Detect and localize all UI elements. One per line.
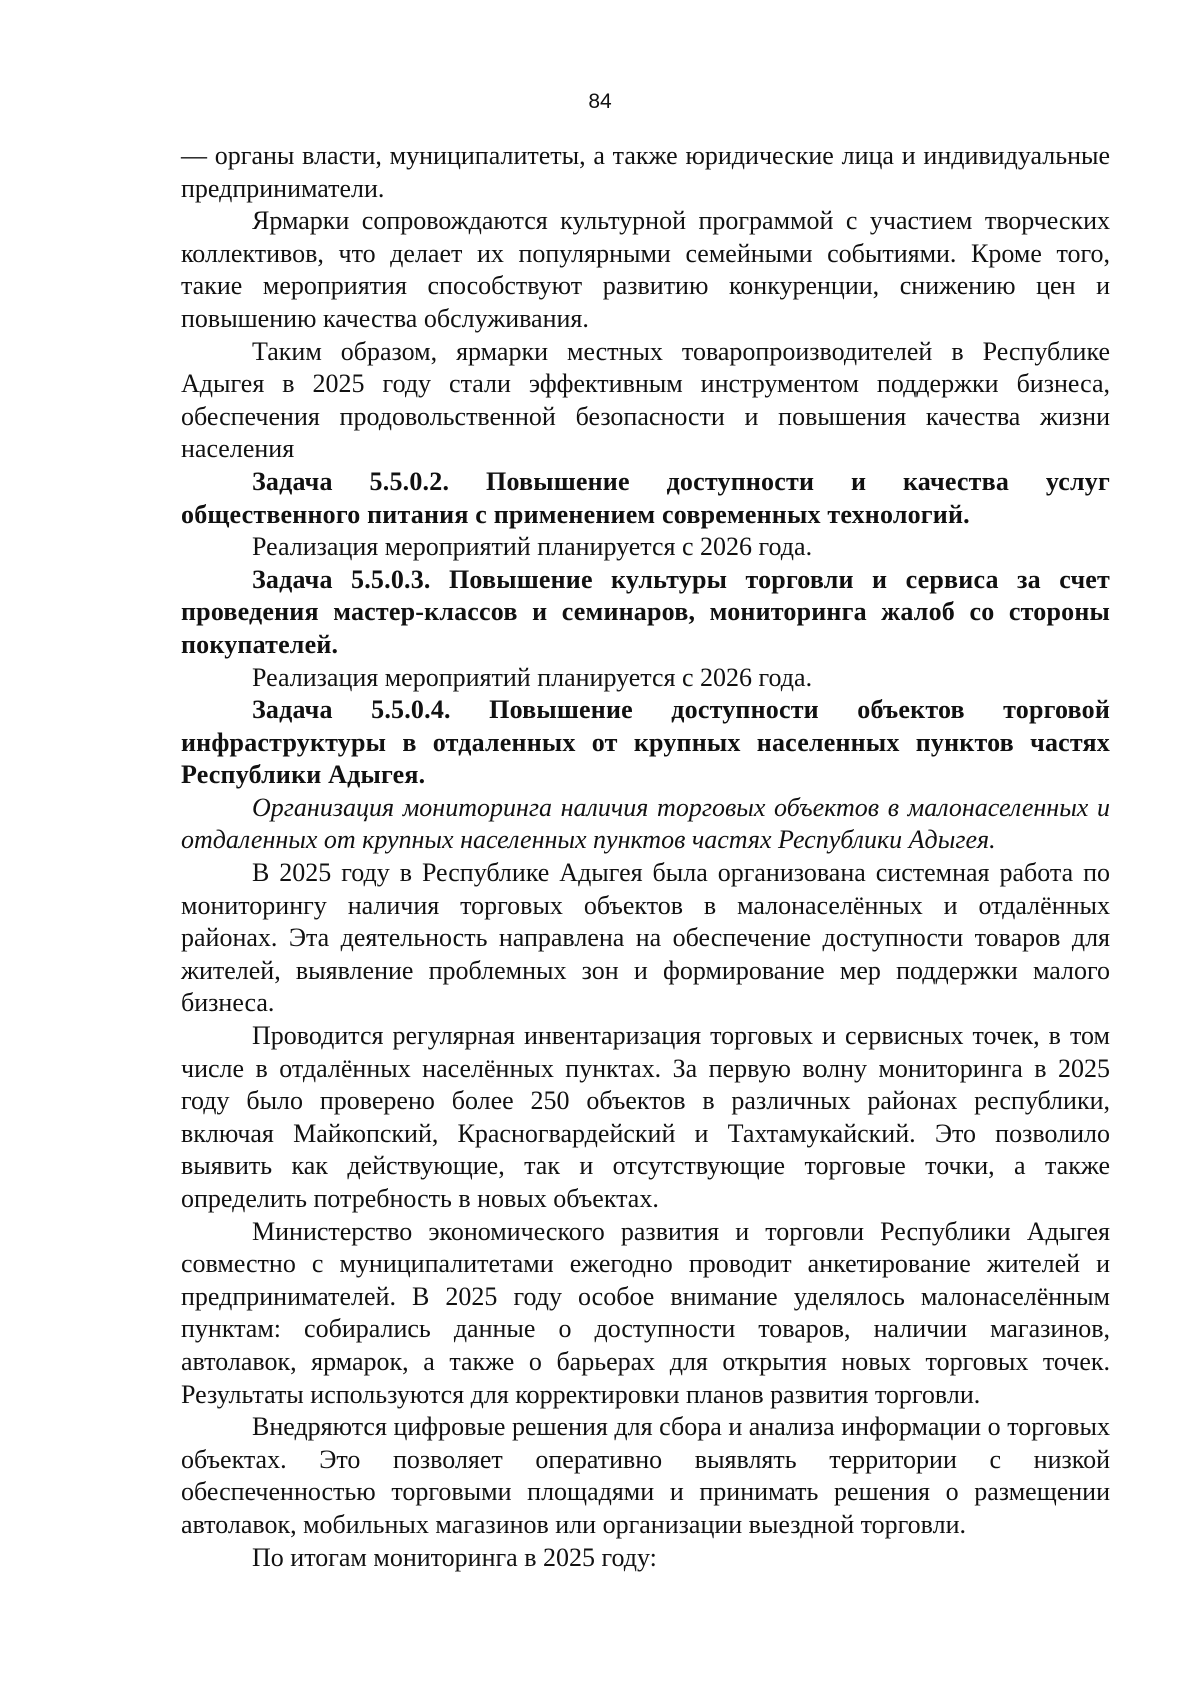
task-number: Задача 5.5.0.2. xyxy=(252,466,450,496)
page-number: 84 xyxy=(588,90,612,113)
task-number: Задача 5.5.0.3. xyxy=(252,564,431,594)
paragraph: Реализация мероприятий планируется с 2026 года. xyxy=(252,532,813,562)
paragraph: Министерство экономического развития и торговли Республики Адыгея совместно с муниципалитетами ежегодно проводит анкетирование жителей и предпринимателей. В 2025 году особое внимание уделялось малонаселённым пунктам: собирались данные о доступности товаров, наличии магазинов, автолавок, ярмарок, а также о барьерах для открытия новых торговых точек. Результаты используются для корректировки планов развития торговли. xyxy=(181,1216,1110,1409)
document-body xyxy=(181,140,1110,1574)
activity-title: Организация мониторинга наличия торговых объектов в малонаселенных и отдаленных от крупных населенных пунктов частях Республики Адыгея. xyxy=(181,792,1110,855)
task-number: Задача 5.5.0.4. xyxy=(252,695,451,725)
paragraph: Ярмарки сопровождаются культурной программой с участием творческих коллективов, что делает их популярными семейными событиями. Кроме того, такие мероприятия способствуют развитию конкуренции, снижению цен и повышению качества обслуживания. xyxy=(181,206,1110,333)
paragraph: Таким образом, ярмарки местных товаропроизводителей в Республике Адыгея в 2025 году стали эффективным инструментом поддержки бизнеса, обеспечения продовольственной безопасности и повышения качества жизни населения xyxy=(181,336,1110,464)
task-title: Повышение доступности объектов торговой инфраструктуры в отдаленных от крупных населенных пунктов частях Республики Адыгея. xyxy=(181,695,1111,790)
paragraph: Реализация мероприятий планируется с 2026 года. xyxy=(252,662,813,692)
paragraph: В 2025 году в Республике Адыгея была организована системная работа по мониторингу наличия торговых объектов в малонаселённых и отдалённых районах. Эта деятельность направлена на обеспечение доступности товаров для жителей, выявление проблемных зон и формирование мер поддержки малого бизнеса. xyxy=(181,858,1110,1018)
paragraph: Внедряются цифровые решения для сбора и анализа информации о торговых объектах. Это позволяет оперативно выявлять территории с низкой обеспеченностью торговыми площадями и принимать решения о размещении автолавок, мобильных магазинов или организации выездной торговли. xyxy=(181,1412,1110,1539)
task-heading xyxy=(181,694,1110,792)
task-heading xyxy=(181,466,1110,531)
paragraph: Проводится регулярная инвентаризация торговых и сервисных точек, в том числе в отдалённых населённых пунктах. За первую волну мониторинга в 2025 году было проверено более 250 объектов в различных районах республики, включая Майкопский, Красногвардейский и Тахтамукайский. Это позволило выявить как действующие, так и отсутствующие торговые точки, а также определить потребность в новых объектах. xyxy=(181,1021,1110,1213)
task-heading xyxy=(181,564,1110,662)
paragraph: По итогам мониторинга в 2025 году: xyxy=(252,1542,657,1572)
paragraph: — органы власти, муниципалитеты, а также юридические лица и индивидуальные предприниматели. xyxy=(181,141,1110,203)
task-title: Повышение культуры торговли и сервиса за счет проведения мастер-классов и семинаров, мониторинга жалоб со стороны покупателей. xyxy=(181,564,1111,659)
task-title: Повышение доступности и качества услуг общественного питания с применением современных технологий. xyxy=(181,466,1111,529)
